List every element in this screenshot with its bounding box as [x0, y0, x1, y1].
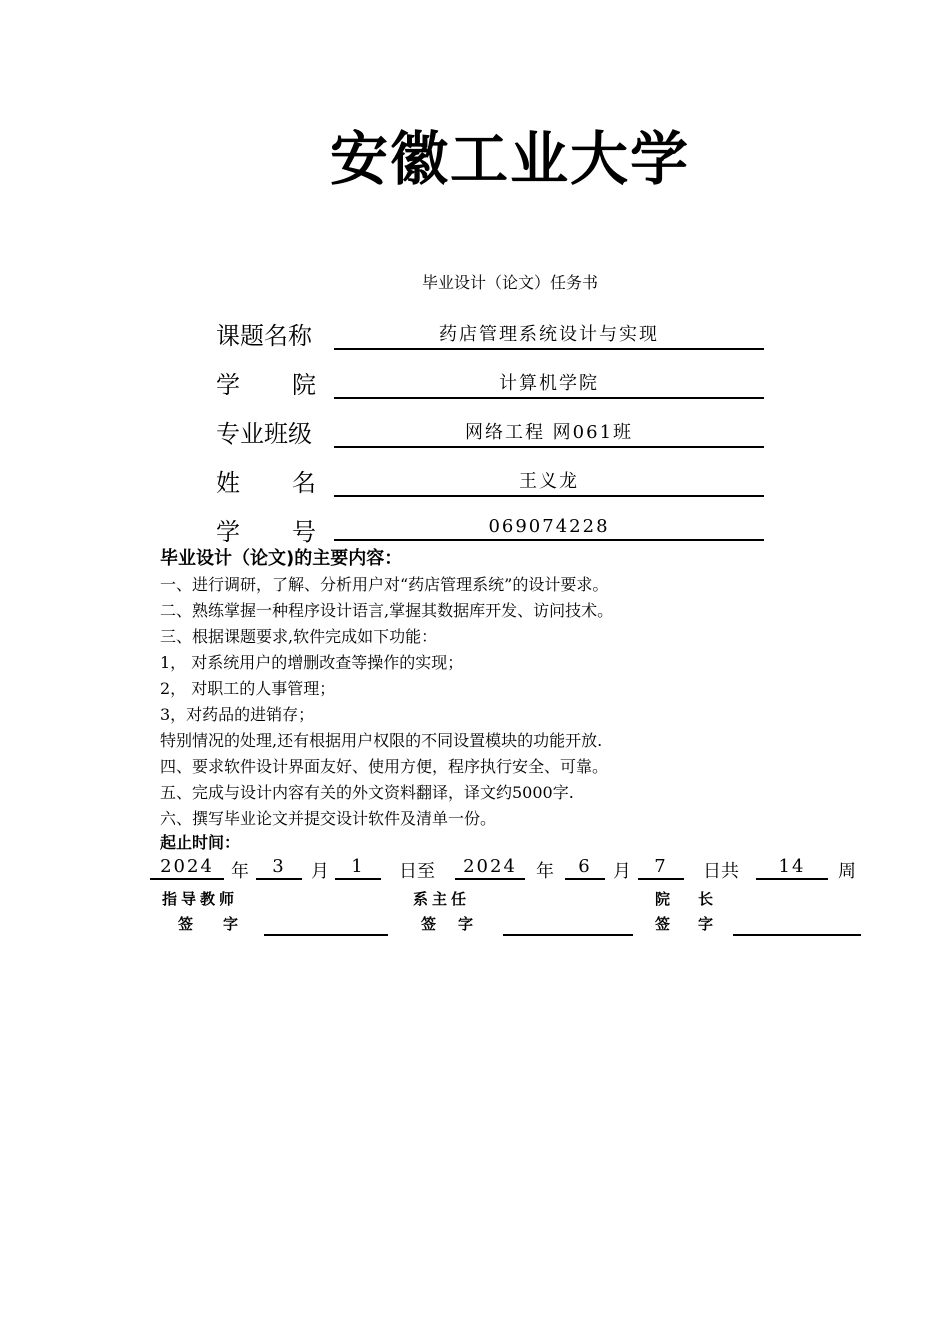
- dean-title: [655, 888, 713, 909]
- weeks-field: 14: [756, 856, 828, 880]
- name-value: 王义龙: [334, 467, 764, 497]
- document-type-title: 毕业设计（论文）任务书: [421, 273, 598, 292]
- dept-head-sign-char-2: 字: [457, 915, 473, 933]
- topic-value: 药店管理系统设计与实现: [334, 320, 764, 350]
- start-month-unit: 月: [311, 861, 329, 882]
- advisor-signature-line[interactable]: [264, 934, 388, 936]
- advisor-title: 指导教师: [162, 890, 239, 908]
- end-month-field: 6: [565, 856, 605, 880]
- content-line: 一、进行调研，了解、分析用户对“药店管理系统”的设计要求。: [160, 575, 609, 594]
- start-year-unit: 年: [231, 861, 249, 882]
- student-id-label-char-1: 学: [216, 518, 240, 546]
- dean-signature-line[interactable]: [733, 934, 861, 936]
- start-month-field: 3: [256, 856, 302, 880]
- content-heading: 毕业设计（论文)的主要内容：: [160, 548, 403, 569]
- dept-head-signature-line[interactable]: [503, 934, 633, 936]
- dean-sign-char-2: 字: [697, 915, 713, 933]
- content-line: 四、要求软件设计界面友好、使用方便，程序执行安全、可靠。: [160, 757, 609, 776]
- content-line: 二、熟练掌握一种程序设计语言,掌握其数据库开发、访问技术。: [160, 601, 614, 620]
- content-line: 2， 对职工的人事管理；: [160, 679, 336, 698]
- content-line: 3，对药品的进销存；: [160, 705, 315, 724]
- content-line: 1， 对系统用户的增删改查等操作的实现；: [160, 653, 464, 672]
- start-day-field: 1: [335, 856, 381, 880]
- dean-sign-label: [655, 913, 713, 934]
- student-id-value: 069074228: [334, 516, 764, 541]
- weeks-unit: 周: [838, 861, 856, 882]
- end-year-field: 2024: [455, 856, 525, 880]
- name-label-char-1: 姓: [216, 469, 240, 497]
- university-title: 安徽工业大学: [329, 125, 690, 193]
- name-label-char-2: 名: [292, 469, 316, 497]
- dean-title-char-1: 院: [655, 890, 671, 908]
- topic-label: 课题名称: [216, 322, 312, 350]
- college-value: 计算机学院: [334, 369, 764, 399]
- student-id-label-char-2: 号: [292, 518, 316, 546]
- content-line: 五、完成与设计内容有关的外文资料翻译，译文约5000字.: [160, 783, 574, 802]
- end-day-unit: 日共: [703, 861, 739, 882]
- content-line: 三、根据课题要求,软件完成如下功能：: [160, 627, 438, 646]
- major-class-label: 专业班级: [216, 420, 312, 448]
- content-line: 六、撰写毕业论文并提交设计软件及清单一份。: [160, 809, 497, 828]
- advisor-sign-char-2: 字: [222, 915, 238, 933]
- advisor-sign-label: [178, 913, 238, 934]
- start-day-unit: 日至: [399, 861, 435, 882]
- end-day-field: 7: [638, 856, 684, 880]
- dean-title-char-2: 长: [697, 890, 713, 908]
- period-label: 起止时间：: [160, 833, 241, 852]
- college-label-char-2: 院: [292, 371, 316, 399]
- start-year-field: 2024: [150, 856, 224, 880]
- dept-head-title: 系主任: [413, 890, 471, 908]
- student-id-label: [216, 512, 316, 547]
- college-label-char-1: 学: [216, 371, 240, 399]
- advisor-sign-char-1: 签: [178, 915, 194, 933]
- content-line: 特别情况的处理,还有根据用户权限的不同设置模块的功能开放.: [160, 731, 603, 750]
- dean-sign-char-1: 签: [655, 915, 671, 933]
- dept-head-sign-label: [421, 913, 473, 934]
- end-month-unit: 月: [613, 861, 631, 882]
- dept-head-sign-char-1: 签: [421, 915, 437, 933]
- college-label: [216, 365, 316, 400]
- major-class-value: 网络工程 网061班: [334, 418, 764, 448]
- end-year-unit: 年: [536, 861, 554, 882]
- name-label: [216, 463, 316, 498]
